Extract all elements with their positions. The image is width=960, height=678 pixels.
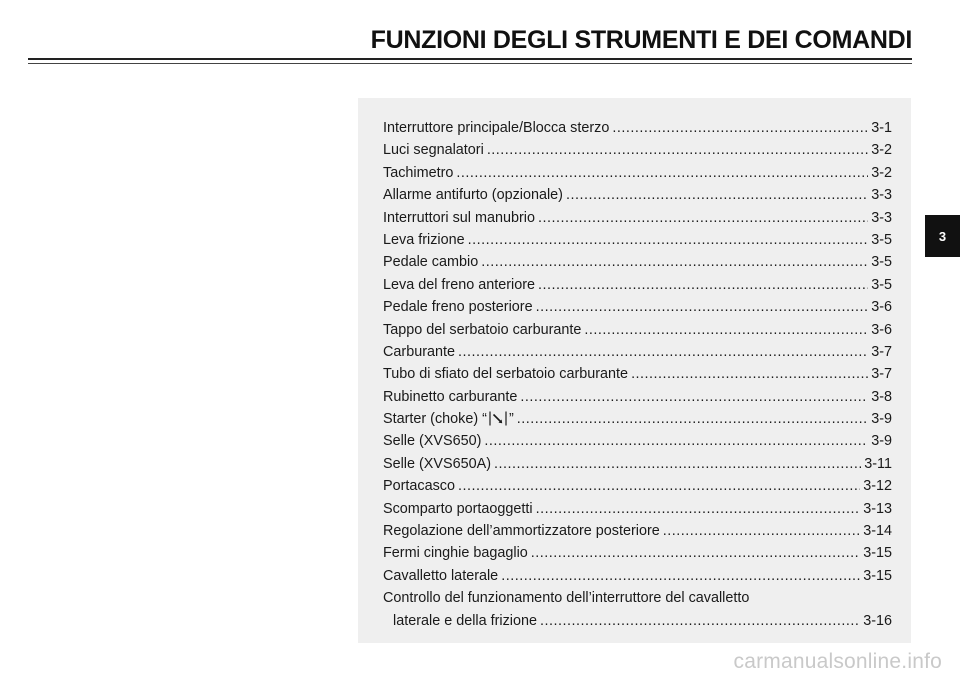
toc-entry[interactable] xyxy=(383,139,892,161)
toc-entry-multiline[interactable] xyxy=(383,587,892,632)
toc-entry-label xyxy=(383,408,514,430)
toc-entry[interactable] xyxy=(383,117,892,139)
choke-lever-icon xyxy=(488,411,508,430)
toc-entry-page: 3-7 xyxy=(871,343,892,360)
toc-leader-dots xyxy=(584,319,868,341)
toc-entry-page: 3-3 xyxy=(871,187,892,204)
starter-label-prefix: Starter (choke) “ xyxy=(383,411,487,428)
toc-entry-page: 3-6 xyxy=(871,299,892,316)
toc-entry-label: Luci segnalatori xyxy=(383,142,484,159)
toc-entry[interactable] xyxy=(383,430,892,452)
watermark: carmanualsonline.info xyxy=(733,650,942,673)
toc-entry[interactable] xyxy=(383,229,892,251)
toc-entry-label: Leva frizione xyxy=(383,231,465,248)
toc-entry[interactable] xyxy=(383,453,892,475)
toc-leader-dots xyxy=(566,184,868,206)
toc-entry-label: Rubinetto carburante xyxy=(383,388,518,405)
toc-entry-label: Pedale freno posteriore xyxy=(383,299,533,316)
toc-entry-line2 xyxy=(383,610,892,632)
toc-entry-page: 3-6 xyxy=(871,321,892,338)
toc-entry-label: Selle (XVS650) xyxy=(383,433,482,450)
toc-entry-starter[interactable] xyxy=(383,408,892,430)
toc-leader-dots xyxy=(458,475,860,497)
toc-entry-page: 3-5 xyxy=(871,231,892,248)
title-rule-thick xyxy=(28,58,912,60)
toc-entry-label-line2: laterale e della frizione xyxy=(393,612,537,629)
toc-entry[interactable] xyxy=(383,341,892,363)
toc-entry[interactable] xyxy=(383,319,892,341)
toc-entry-label: Pedale cambio xyxy=(383,254,479,271)
toc-leader-dots xyxy=(520,386,868,408)
toc-entry-label: Tachimetro xyxy=(383,164,454,181)
toc-entry-page: 3-8 xyxy=(871,388,892,405)
toc-entry-label: Interruttore principale/Blocca sterzo xyxy=(383,120,610,136)
toc-leader-dots xyxy=(612,117,868,139)
starter-label-suffix: ” xyxy=(508,411,514,428)
toc-leader-dots xyxy=(494,453,861,475)
toc-entry-page: 3-15 xyxy=(863,545,892,562)
toc-entry[interactable] xyxy=(383,475,892,497)
toc-entry-label: Tubo di sfiato del serbatoio carburante xyxy=(383,366,629,383)
toc-entry[interactable] xyxy=(383,520,892,542)
toc-entry-page: 3-3 xyxy=(871,209,892,226)
toc-leader-dots xyxy=(487,139,868,161)
chapter-tab xyxy=(925,215,960,257)
toc-entry-label-line1: Controllo del funzionamento dell’interruttore del cavalletto xyxy=(383,590,750,607)
toc-entry-label: Leva del freno anteriore xyxy=(383,276,536,293)
toc-entry-page: 3-9 xyxy=(871,433,892,450)
toc-entry[interactable] xyxy=(383,386,892,408)
toc-entry-page: 3-15 xyxy=(863,567,892,584)
page-title: FUNZIONI DEGLI STRUMENTI E DEI COMANDI xyxy=(370,26,912,54)
toc-entry-label: Portacasco xyxy=(383,478,455,495)
toc-leader-dots xyxy=(631,363,868,385)
toc-leader-dots xyxy=(517,408,868,430)
toc-entry-label: Interruttori sul manubrio xyxy=(383,209,535,226)
title-rule-thin xyxy=(28,63,912,64)
toc-list xyxy=(383,117,892,632)
toc-leader-dots xyxy=(538,274,868,296)
toc-entry-label: Regolazione dell’ammortizzatore posteriore xyxy=(383,523,660,540)
toc-entry-page: 3-16 xyxy=(863,612,892,629)
toc-leader-dots xyxy=(484,430,868,452)
toc-entry[interactable] xyxy=(383,251,892,273)
toc-entry-label: Tappo del serbatoio carburante xyxy=(383,321,582,338)
toc-entry[interactable] xyxy=(383,207,892,229)
toc-leader-dots xyxy=(458,341,868,363)
toc-entry-page: 3-12 xyxy=(863,478,892,495)
toc-entry-page: 3-2 xyxy=(871,164,892,181)
toc-entry-page: 3-5 xyxy=(871,276,892,293)
toc-entry-label: Selle (XVS650A) xyxy=(383,455,491,472)
toc-entry[interactable] xyxy=(383,542,892,564)
toc-leader-dots xyxy=(531,542,860,564)
toc-entry-page: 3-5 xyxy=(871,254,892,271)
toc-entry[interactable] xyxy=(383,498,892,520)
toc-leader-dots xyxy=(468,229,869,251)
toc-leader-dots xyxy=(540,610,860,632)
toc-leader-dots xyxy=(481,251,868,273)
toc-entry-label: Scomparto portaoggetti xyxy=(383,500,533,517)
toc-leader-dots xyxy=(663,520,860,542)
toc-entry-page: 3-9 xyxy=(871,411,892,428)
chapter-tab-number: 3 xyxy=(938,228,947,244)
toc-entry-page: 3-11 xyxy=(864,455,892,472)
toc-entry-page: 3-1 xyxy=(871,120,892,136)
toc-entry[interactable] xyxy=(383,274,892,296)
toc-entry[interactable] xyxy=(383,363,892,385)
toc-entry[interactable] xyxy=(383,162,892,184)
toc-entry-page: 3-13 xyxy=(863,500,892,517)
toc-entry-label: Allarme antifurto (opzionale) xyxy=(383,187,563,204)
toc-entry[interactable] xyxy=(383,296,892,318)
toc-leader-dots xyxy=(536,296,869,318)
toc-entry-page: 3-14 xyxy=(863,523,892,540)
toc-leader-dots xyxy=(501,565,860,587)
toc-leader-dots xyxy=(538,207,868,229)
toc-entry-label: Fermi cinghie bagaglio xyxy=(383,545,528,562)
toc-entry-page: 3-2 xyxy=(871,142,892,159)
toc-entry-label: Carburante xyxy=(383,343,455,360)
toc-entry-page: 3-7 xyxy=(871,366,892,383)
toc-leader-dots xyxy=(456,162,868,184)
toc-entry[interactable] xyxy=(383,184,892,206)
toc-entry-label: Cavalletto laterale xyxy=(383,567,499,584)
toc-entry[interactable] xyxy=(383,565,892,587)
toc-leader-dots xyxy=(536,498,861,520)
